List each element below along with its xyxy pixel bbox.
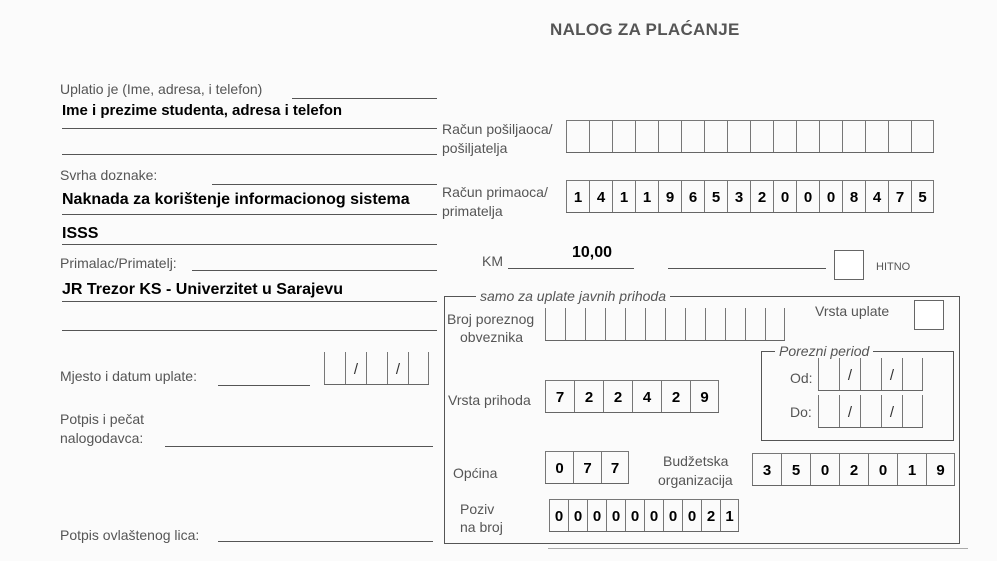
km-line-2 <box>668 268 826 269</box>
racun-primaoca-digit[interactable]: 0 <box>819 180 842 212</box>
racun-posiljaoca-label-2: pošiljatelja <box>442 140 508 156</box>
poziv-digit[interactable]: 0 <box>663 499 682 531</box>
poziv-digit[interactable]: 0 <box>682 499 701 531</box>
racun-posiljaoca-cell[interactable] <box>727 120 750 152</box>
racun-posiljaoca-cell[interactable] <box>704 120 727 152</box>
broj-poreznog-cell[interactable] <box>765 308 785 340</box>
broj-poreznog-cell[interactable] <box>685 308 705 340</box>
racun-posiljaoca-label-1: Račun pošiljaoca/ <box>442 121 553 137</box>
broj-poreznog-cell[interactable] <box>725 308 745 340</box>
racun-posiljaoca-cell[interactable] <box>773 120 796 152</box>
vrsta-prihoda-digit[interactable]: 4 <box>632 380 661 412</box>
broj-poreznog-cell[interactable] <box>585 308 605 340</box>
do-label: Do: <box>790 404 812 420</box>
vrsta-uplate-box[interactable] <box>914 300 944 330</box>
broj-poreznog-cell[interactable] <box>705 308 725 340</box>
primalac-value[interactable]: JR Trezor KS - Univerzitet u Sarajevu <box>62 281 343 298</box>
racun-primaoca-label-1: Račun primaoca/ <box>442 184 548 200</box>
uplatio-label: Uplatio je (Ime, adresa, i telefon) <box>60 81 263 97</box>
budzetska-digit[interactable]: 5 <box>781 453 810 485</box>
racun-posiljaoca-cell[interactable] <box>842 120 865 152</box>
primalac-line-3 <box>62 330 437 331</box>
racun-posiljaoca-boxes[interactable] <box>566 120 934 153</box>
primalac-line <box>192 270 437 271</box>
vrsta-prihoda-label: Vrsta prihoda <box>448 392 531 408</box>
budzetska-digit[interactable]: 2 <box>839 453 868 485</box>
racun-posiljaoca-cell[interactable] <box>658 120 681 152</box>
vrsta-prihoda-digit[interactable]: 2 <box>661 380 690 412</box>
svrha-label: Svrha doznake: <box>60 167 158 183</box>
racun-primaoca-digit[interactable]: 3 <box>727 180 750 212</box>
poziv-digit[interactable]: 0 <box>644 499 663 531</box>
opcina-digit[interactable]: 7 <box>601 451 629 483</box>
uplatio-line-2 <box>62 128 437 129</box>
porezni-period-legend: Porezni period <box>775 343 873 359</box>
racun-primaoca-digit[interactable]: 4 <box>865 180 888 212</box>
uplatio-value[interactable]: Ime i prezime studenta, adresa i telefon <box>62 102 343 119</box>
od-label: Od: <box>790 370 813 386</box>
racun-posiljaoca-cell[interactable] <box>635 120 658 152</box>
do-boxes[interactable] <box>818 395 923 428</box>
racun-posiljaoca-cell[interactable] <box>819 120 842 152</box>
svrha-value-1[interactable]: Naknada za korištenje informacionog sistema <box>62 191 410 208</box>
form-title: NALOG ZA PLAĆANJE <box>550 20 740 39</box>
poziv-digit[interactable]: 0 <box>549 499 568 531</box>
racun-posiljaoca-cell[interactable] <box>589 120 612 152</box>
mjesto-label: Mjesto i datum uplate: <box>60 368 197 384</box>
budzetska-label-2: organizacija <box>658 472 733 488</box>
budzetska-digit[interactable]: 0 <box>810 453 839 485</box>
poziv-digit[interactable]: 2 <box>701 499 720 531</box>
broj-poreznog-cell[interactable] <box>545 308 565 340</box>
od-cell[interactable]: / <box>881 358 902 390</box>
poziv-digit[interactable]: 0 <box>587 499 606 531</box>
opcina-label: Općina <box>453 465 498 481</box>
primalac-label: Primalac/Primatelj: <box>60 255 177 271</box>
datum-cell[interactable] <box>366 352 387 384</box>
do-cell[interactable] <box>818 395 839 427</box>
datum-cell[interactable] <box>324 352 345 384</box>
od-cell[interactable] <box>818 358 839 390</box>
potpis-label-1: Potpis i pečat <box>60 411 145 427</box>
vrsta-prihoda-digit[interactable]: 2 <box>603 380 632 412</box>
uplatio-line-3 <box>62 154 437 155</box>
uplatio-line <box>292 98 437 99</box>
do-cell[interactable] <box>860 395 881 427</box>
poziv-digit[interactable]: 0 <box>625 499 644 531</box>
datum-cell[interactable]: / <box>387 352 408 384</box>
do-cell[interactable] <box>902 395 923 427</box>
poziv-label-2: na broj <box>460 519 503 535</box>
ovlastenog-label: Potpis ovlaštenog lica: <box>60 527 200 543</box>
svrha-value-2[interactable]: ISSS <box>62 225 99 242</box>
primalac-line-2 <box>62 301 437 302</box>
racun-posiljaoca-cell[interactable] <box>888 120 911 152</box>
od-cell[interactable]: / <box>839 358 860 390</box>
ovlastenog-line <box>218 541 433 542</box>
bottom-faint-line <box>548 548 968 549</box>
racun-posiljaoca-cell[interactable] <box>750 120 773 152</box>
datum-cell[interactable] <box>408 352 429 384</box>
poziv-digit[interactable]: 1 <box>720 499 739 531</box>
opcina-boxes[interactable] <box>545 451 629 484</box>
broj-poreznog-cell[interactable] <box>565 308 585 340</box>
km-line <box>508 268 634 269</box>
km-value[interactable]: 10,00 <box>572 244 613 261</box>
budzetska-boxes[interactable] <box>752 453 955 486</box>
racun-primaoca-digit[interactable]: 1 <box>612 180 635 212</box>
svrha-line <box>212 184 437 185</box>
broj-poreznog-cell[interactable] <box>625 308 645 340</box>
potpis-line <box>165 446 433 447</box>
vrsta-prihoda-boxes[interactable] <box>545 380 719 413</box>
racun-primaoca-boxes[interactable] <box>566 180 934 213</box>
racun-posiljaoca-cell[interactable] <box>566 120 589 152</box>
svrha-line-3 <box>62 244 437 245</box>
broj-poreznog-cell[interactable] <box>665 308 685 340</box>
od-boxes[interactable] <box>818 358 923 391</box>
poziv-digit[interactable]: 0 <box>568 499 587 531</box>
potpis-label-2: nalogodavca: <box>60 430 144 446</box>
racun-posiljaoca-cell[interactable] <box>612 120 635 152</box>
opcina-digit[interactable]: 7 <box>573 451 601 483</box>
km-label: KM <box>482 253 503 269</box>
broj-poreznog-label-2: obveznika <box>460 329 524 345</box>
racun-primaoca-digit[interactable]: 0 <box>773 180 796 212</box>
mjesto-line <box>218 385 310 386</box>
vrsta-prihoda-digit[interactable]: 7 <box>545 380 574 412</box>
poziv-digit[interactable]: 0 <box>606 499 625 531</box>
do-cell[interactable]: / <box>839 395 860 427</box>
budzetska-digit[interactable]: 9 <box>926 453 955 485</box>
racun-primaoca-digit[interactable]: 7 <box>888 180 911 212</box>
vrsta-prihoda-digit[interactable]: 2 <box>574 380 603 412</box>
od-cell[interactable] <box>860 358 881 390</box>
racun-primaoca-digit[interactable]: 6 <box>681 180 704 212</box>
racun-primaoca-digit[interactable]: 2 <box>750 180 773 212</box>
od-cell[interactable] <box>902 358 923 390</box>
racun-primaoca-label-2: primatelja <box>442 203 503 219</box>
racun-primaoca-digit[interactable]: 1 <box>566 180 589 212</box>
poziv-boxes[interactable] <box>549 499 739 532</box>
racun-primaoca-digit[interactable]: 4 <box>589 180 612 212</box>
racun-primaoca-digit[interactable]: 5 <box>704 180 727 212</box>
racun-posiljaoca-cell[interactable] <box>865 120 888 152</box>
datum-cell[interactable]: / <box>345 352 366 384</box>
racun-primaoca-digit[interactable]: 8 <box>842 180 865 212</box>
racun-posiljaoca-cell[interactable] <box>681 120 704 152</box>
poziv-label-1: Poziv <box>460 501 495 517</box>
racun-posiljaoca-cell[interactable] <box>796 120 819 152</box>
broj-poreznog-cell[interactable] <box>605 308 625 340</box>
budzetska-label-1: Budžetska <box>663 453 729 469</box>
broj-poreznog-boxes[interactable] <box>545 308 785 341</box>
budzetska-digit[interactable]: 1 <box>897 453 926 485</box>
broj-poreznog-cell[interactable] <box>645 308 665 340</box>
javni-prihodi-legend: samo za uplate javnih prihoda <box>476 288 670 304</box>
racun-primaoca-digit[interactable]: 9 <box>658 180 681 212</box>
vrsta-uplate-label: Vrsta uplate <box>815 303 890 319</box>
racun-primaoca-digit[interactable]: 5 <box>911 180 934 212</box>
racun-primaoca-digit[interactable]: 0 <box>796 180 819 212</box>
racun-primaoca-digit[interactable]: 1 <box>635 180 658 212</box>
racun-posiljaoca-cell[interactable] <box>911 120 934 152</box>
do-cell[interactable]: / <box>881 395 902 427</box>
hitno-checkbox[interactable] <box>834 250 864 280</box>
budzetska-digit[interactable]: 0 <box>868 453 897 485</box>
datum-boxes[interactable] <box>324 352 429 385</box>
broj-poreznog-cell[interactable] <box>745 308 765 340</box>
vrsta-prihoda-digit[interactable]: 9 <box>690 380 719 412</box>
svrha-line-2 <box>62 214 437 215</box>
broj-poreznog-label-1: Broj poreznog <box>447 311 535 327</box>
hitno-label: HITNO <box>876 261 911 273</box>
budzetska-digit[interactable]: 3 <box>752 453 781 485</box>
opcina-digit[interactable]: 0 <box>545 451 573 483</box>
